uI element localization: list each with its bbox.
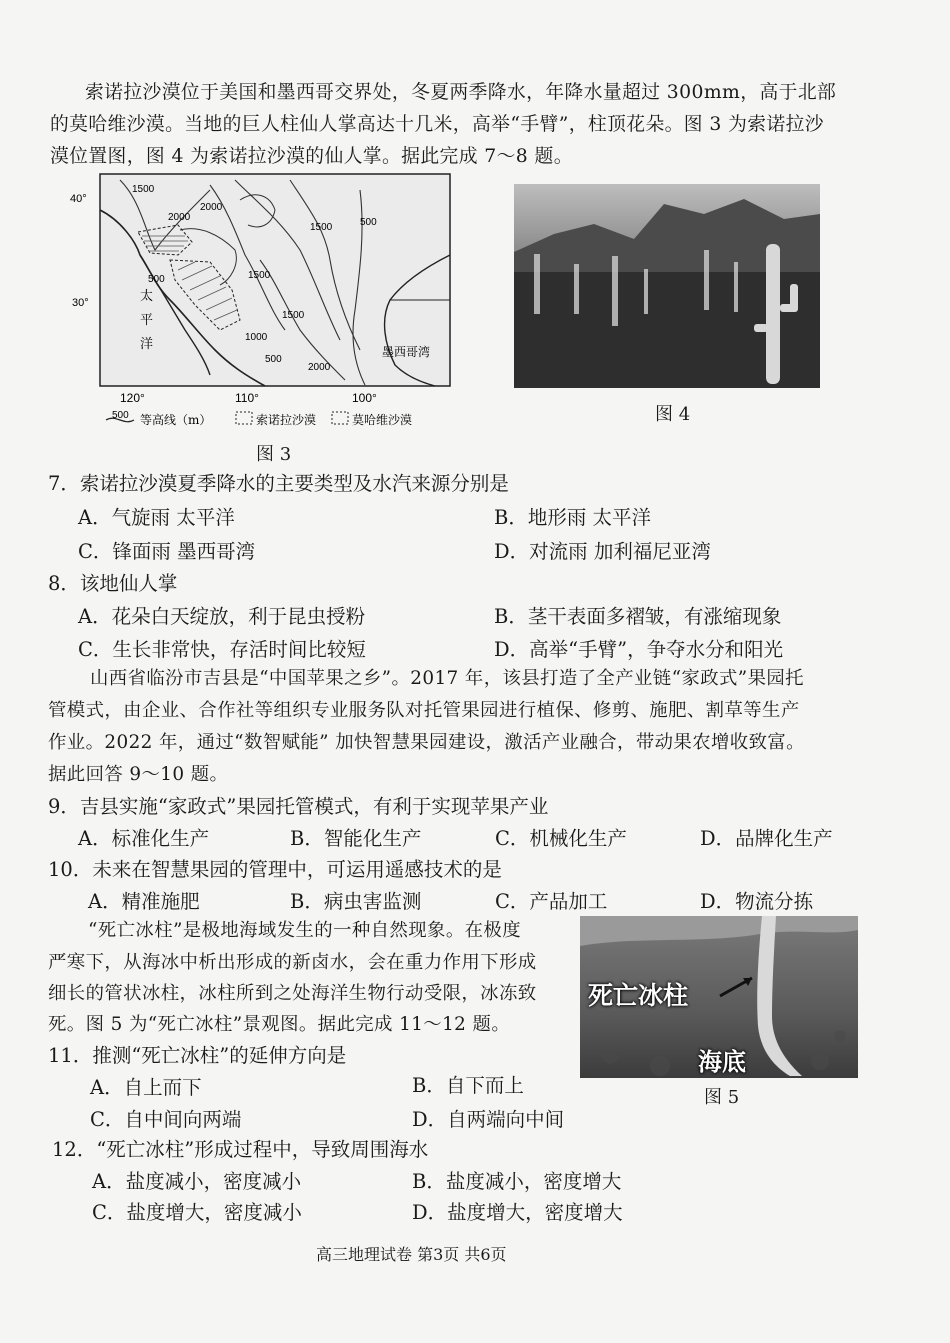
lon-110-label: 110° [235,391,259,405]
q10-option-d[interactable]: D．物流分拣 [700,890,814,913]
q11-option-b[interactable]: B．自下而上 [412,1074,524,1097]
q7-option-b[interactable]: B．地形雨 太平洋 [494,506,652,529]
q9-option-d[interactable]: D．品牌化生产 [700,827,833,850]
legend-sonoran-swatch [236,412,252,424]
lon-100-label: 100° [352,391,377,405]
q9-stem: 9．吉县实施“家政式”果园托管模式，有利于实现苹果产业 [48,795,549,818]
intro-3-line-1: “死亡冰柱”是极地海域发生的一种自然现象。在极度 [88,920,521,941]
q8-option-c[interactable]: C．生长非常快，存活时间比较短 [78,638,366,661]
lat-40-label: 40° [70,193,87,205]
contour-label: 2000 [168,212,191,223]
intro-1-line-3: 漠位置图，图 4 为索诺拉沙漠的仙人掌。据此完成 7～8 题。 [50,146,573,167]
q7-option-c[interactable]: C．锋面雨 墨西哥湾 [78,540,256,563]
contour-label: 2000 [308,362,331,373]
intro-3-line-3: 细长的管状冰柱，冰柱所到之处海洋生物行动受限，冰冻致 [48,983,537,1004]
q10-stem: 10．未来在智慧果园的管理中，可运用遥感技术的是 [48,858,502,881]
page-footer: 高三地理试卷 第3页 共6页 [316,1245,507,1264]
q12-option-d[interactable]: D．盐度增大，密度增大 [412,1201,623,1224]
ocean-label-2: 平 [140,313,154,328]
legend-mojave-swatch [332,412,348,424]
q8-option-d[interactable]: D．高举“手臂”，争夺水分和阳光 [494,638,784,661]
lon-120-label: 120° [120,391,145,405]
contour-label: 500 [265,354,282,365]
q9-option-c[interactable]: C．机械化生产 [495,827,627,850]
contour-label: 500 [148,274,165,285]
figure-5-caption: 图 5 [704,1087,740,1108]
intro-1-line-2: 的莫哈维沙漠。当地的巨人柱仙人掌高达十几米，高举“手臂”，柱顶花朵。图 3 为索诺拉沙 [50,114,824,135]
intro-3-line-4: 死。图 5 为“死亡冰柱”景观图。据此完成 11～12 题。 [48,1014,511,1035]
contour-label: 500 [360,217,377,228]
q12-stem: 12．“死亡冰柱”形成过程中，导致周围海水 [52,1138,429,1161]
q11-option-a[interactable]: A．自上而下 [90,1076,202,1099]
ocean-label-3: 洋 [140,337,154,352]
intro-1-line-1: 索诺拉沙漠位于美国和墨西哥交界处，冬夏两季降水，年降水量超过 300mm，高于北部 [85,82,837,103]
map-svg [60,170,460,440]
gulf-label: 墨西哥湾 [382,345,431,359]
legend-sonoran-text: 索诺拉沙漠 [256,413,317,427]
q9-option-a[interactable]: A．标准化生产 [78,827,210,850]
q9-option-b[interactable]: B．智能化生产 [290,827,422,850]
q7-option-d[interactable]: D．对流雨 加利福尼亚湾 [494,540,711,563]
intro-2-line-3: 作业。2022 年，通过“数智赋能” 加快智慧果园建设，激活产业融合，带动果农增收致富。 [48,732,805,753]
legend-contour-text: 等高线（m） [140,413,212,427]
legend-mojave-text: 莫哈维沙漠 [352,413,413,427]
contour-label: 1000 [245,332,268,343]
contour-label: 2000 [200,202,223,213]
lat-30-label: 30° [72,297,89,309]
q11-stem: 11．推测“死亡冰柱”的延伸方向是 [48,1044,347,1067]
contour-label: 1500 [248,270,271,281]
seabed-label: 海底 [698,1048,746,1076]
legend-contour-value: 500 [112,410,129,421]
icicle-label: 死亡冰柱 [588,981,689,1010]
q11-option-d[interactable]: D．自两端向中间 [412,1108,565,1131]
q8-stem: 8．该地仙人掌 [48,572,178,595]
q10-option-a[interactable]: A．精准施肥 [88,890,200,913]
figure-3-map [60,170,460,440]
figure-3-caption: 图 3 [256,444,292,465]
figure-4-photo [514,184,820,388]
contour-label: 1500 [310,222,333,233]
contour-label: 1500 [132,184,155,195]
q12-option-b[interactable]: B．盐度减小，密度增大 [412,1170,622,1193]
q12-option-a[interactable]: A．盐度减小，密度减小 [92,1170,302,1193]
figure-5-photo [580,916,858,1078]
ocean-label-1: 太 [140,289,154,304]
q8-option-b[interactable]: B．茎干表面多褶皱，有涨缩现象 [494,605,782,628]
q11-option-c[interactable]: C．自中间向两端 [90,1108,242,1131]
figure-4-caption: 图 4 [655,404,691,425]
q12-option-c[interactable]: C．盐度增大，密度减小 [92,1201,302,1224]
intro-3-line-2: 严寒下，从海冰中析出形成的新卤水，会在重力作用下形成 [48,952,537,973]
q7-option-a[interactable]: A．气旋雨 太平洋 [78,506,235,529]
intro-2-line-2: 管模式，由企业、合作社等组织专业服务队对托管果园进行植保、修剪、施肥、割草等生产 [48,700,800,721]
cactus-photo-svg [514,184,820,388]
contour-label: 1500 [282,310,305,321]
q10-option-b[interactable]: B．病虫害监测 [290,890,422,913]
q7-stem: 7．索诺拉沙漠夏季降水的主要类型及水汽来源分别是 [48,472,509,495]
intro-2-line-1: 山西省临汾市吉县是“中国苹果之乡”。2017 年，该县打造了全产业链“家政式”果园托 [90,668,804,689]
q8-option-a[interactable]: A．花朵白天绽放，利于昆虫授粉 [78,605,366,628]
q10-option-c[interactable]: C．产品加工 [495,890,608,913]
intro-2-line-4: 据此回答 9～10 题。 [48,764,229,785]
